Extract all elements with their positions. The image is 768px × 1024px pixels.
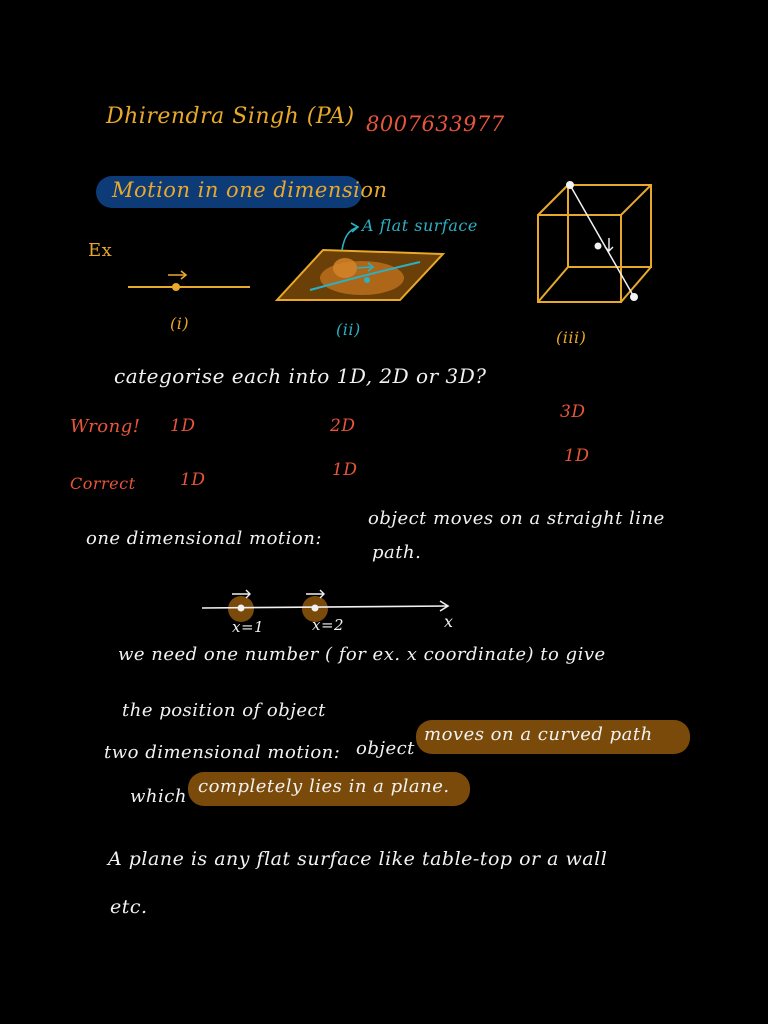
axis-label: x [444, 612, 454, 631]
one-d-definition-line2: path. [372, 542, 422, 563]
figure-label-2: (ii) [336, 320, 361, 339]
figure-label-3: (iii) [556, 328, 587, 347]
correct-answer-3: 1D [564, 446, 590, 466]
plane-line1: A plane is any flat surface like table-top or a wall [108, 848, 608, 870]
correct-answer-1: 1D [180, 470, 206, 490]
one-d-definition-line1: object moves on a straight line [368, 508, 665, 529]
flat-surface-label: A flat surface [362, 216, 478, 235]
two-d-definition-highlight: moves on a curved path [424, 724, 653, 745]
wrong-answer-1: 1D [170, 416, 196, 436]
correct-label: Correct [70, 474, 136, 493]
one-d-heading: one dimensional motion: [86, 528, 322, 549]
two-d-definition-start: object [356, 738, 415, 759]
x1-label: x=1 [232, 618, 265, 636]
plane-line2: etc. [110, 896, 148, 918]
example-label: Ex [88, 240, 113, 261]
wrong-answer-3: 3D [560, 402, 586, 422]
figure-label-1: (i) [170, 314, 190, 333]
need-line2: the position of object [122, 700, 326, 721]
phone-number: 8007633977 [366, 112, 505, 136]
x2-label: x=2 [312, 616, 345, 634]
page-title: Motion in one dimension [112, 178, 388, 202]
wrong-answer-2: 2D [330, 416, 356, 436]
which-text: which [130, 786, 187, 807]
wrong-label: Wrong! [70, 416, 141, 437]
need-line1: we need one number ( for ex. x coordinate) to give [118, 644, 606, 665]
correct-answer-2: 1D [332, 460, 358, 480]
author-name: Dhirendra Singh (PA) [106, 104, 355, 129]
two-d-heading: two dimensional motion: [104, 742, 341, 763]
question-text: categorise each into 1D, 2D or 3D? [114, 364, 487, 388]
two-d-line2-highlight: completely lies in a plane. [198, 776, 450, 797]
